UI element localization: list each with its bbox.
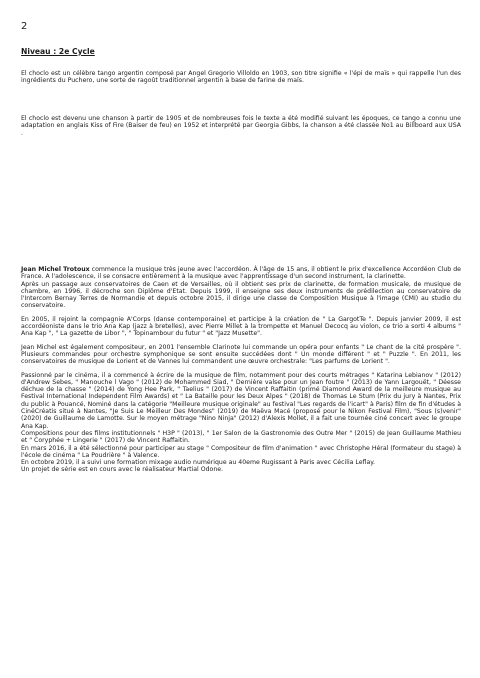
intro-paragraph-2	[21, 115, 461, 137]
composer-name: Jean Michel Trotoux	[21, 266, 90, 273]
biography-first-paragraph	[21, 266, 461, 281]
biography-paragraph: Compositions pour des films institutionnels " H3P " (2013), " 1er Salon de la Gastronomie des Outre Mer " (2015) de Jean Guillaume Mathieu et " Coryphée + Lingerie " (2017) de Vincent Raffaitin.	[21, 429, 461, 445]
biography-paragraph: Jean Michel est également compositeur, en 2001 l'ensemble Clarinote lui commande un opéra pour enfants " Le chant de la cité prospère ". Plusieurs commandes pour orchestre symphonique se sont ensuite succédées dont " Un monde différent " et " Puzzle ". En 2011, les conservatoires de musique de Lorient et de Vannes lui commandent une œuvre orchestrale: "Les parfums de Lorient ".	[21, 343, 461, 366]
biography-section	[21, 266, 461, 480]
biography-intro	[21, 266, 461, 310]
biography-block-ensembles	[21, 316, 461, 338]
biography-paragraph: Un projet de série est en cours avec le réalisateur Martial Odone.	[21, 466, 224, 474]
intro-paragraph-1	[21, 70, 461, 85]
paragraph-text: El choclo est un célèbre tango argentin composé par Angel Gregorio Villoldo en 1903, son titre signifie « l'épi de maïs » qui rappelle l'un des ingrédients du Puchero, une sorte de ragoût traditionnel argentin à base de farine de maïs.	[21, 70, 461, 85]
biography-block-compositions	[21, 344, 461, 366]
biography-paragraph: Après un passage aux conservatoires de Caen et de Versailles, où il obtient ses prix de clarinette, de formation musicale, de musique de chambre, en 1996, il décroche son Diplôme d'Etat. Depuis 1999, il enseigne ses deux instruments de prédilection au conservatoire de l'Intercom Bernay Terres de Normandie et depuis octobre 2015, il dirige une classe de Composition Musique à l'image (CMI) au studio du conservatoire.	[21, 280, 461, 310]
biography-block-cinema	[21, 372, 461, 474]
biography-paragraph: En mars 2016, il a été sélectionné pour participer au stage " Compositeur de film d'animation " avec Christophe Héral (formateur du stage) à l'école de cinéma " La Poudrière " à Valence.	[21, 444, 461, 459]
paragraph-text: El choclo est devenu une chanson à partir de 1905 et de nombreuses fois le texte a été modifié suivant les époques, ce tango a connu une adaptation en anglais Kiss of Fire (Baiser de feu) en 1952 et interprété par Georgia Gibbs, la chanson a été classée No1 au Billboard aux USA .	[21, 115, 461, 137]
biography-paragraph: Passionné par le cinéma, il a commencé à écrire de la musique de film, notamment pour des courts métrages " Katarina Lebianov " (2012) d'Andrew Sebes, " Manouche l Vago " (2012) de Mohammed Siad, " Dernière valse pour un Jean foutre " (2013) de Yann Largouët, " Déesse déchue de la chasse " (2014) de Yong Hee Park, " Taelius " (2017) de Vincent Raffaitin (primé Diamond Award de la meilleure musique au Festival International Independent Film Awards) et " La Bataille pour les Deux Alpes " (2018) de Thomas Le Stum (Prix du jury à Nantes, Prix du public à Pouancé, Nominé dans la catégorie "Meilleure musique originale" au festival "Les regards de l'icart" à Paris) film de fin d'études à CinéCréatis situé à Nantes, "Je Suis Le Meilleur Des Mondes" (2019) de Maëva Macé (proposé pour le Nikon Festival Film), "Sous (s)venir" (2020) de Guillaume de Lamotte. Sur le moyen métrage "Nino Ninja" (2012) d'Alexis Mollet, il a fait une tournée ciné concert avec le groupe Ana Kap.	[21, 371, 461, 430]
page-number: 2	[21, 21, 28, 32]
level-heading: Niveau : 2e Cycle	[21, 47, 95, 56]
biography-first-text: commence la musique très jeune avec l'accordéon. À l'âge de 15 ans, il obtient le prix d'excellence Accordéon Club de France. A l'adolescence, il se consacre entièrement à la musique avec l'apprentissage d'un second instrument, la clarinette.	[21, 266, 461, 281]
biography-paragraph: En 2005, il rejoint la compagnie A'Corps (danse contemporaine) et participe à la création de " La GargotTe ". Depuis janvier 2009, il est accordéoniste dans le trio Ana Kap (jazz à bretelles), avec Pierre Millet à la trompette et Manuel Decocq au violon, ce trio a sorti 4 albums " Ana Kap ", " La gazette de Libor ", " Topinambour du futur " et "Jazz Musette".	[21, 315, 461, 338]
biography-paragraph: En octobre 2019, il a suivi une formation mixage audio numérique au 40eme Rugissant à Paris avec Cécilia Leflay.	[21, 459, 376, 467]
